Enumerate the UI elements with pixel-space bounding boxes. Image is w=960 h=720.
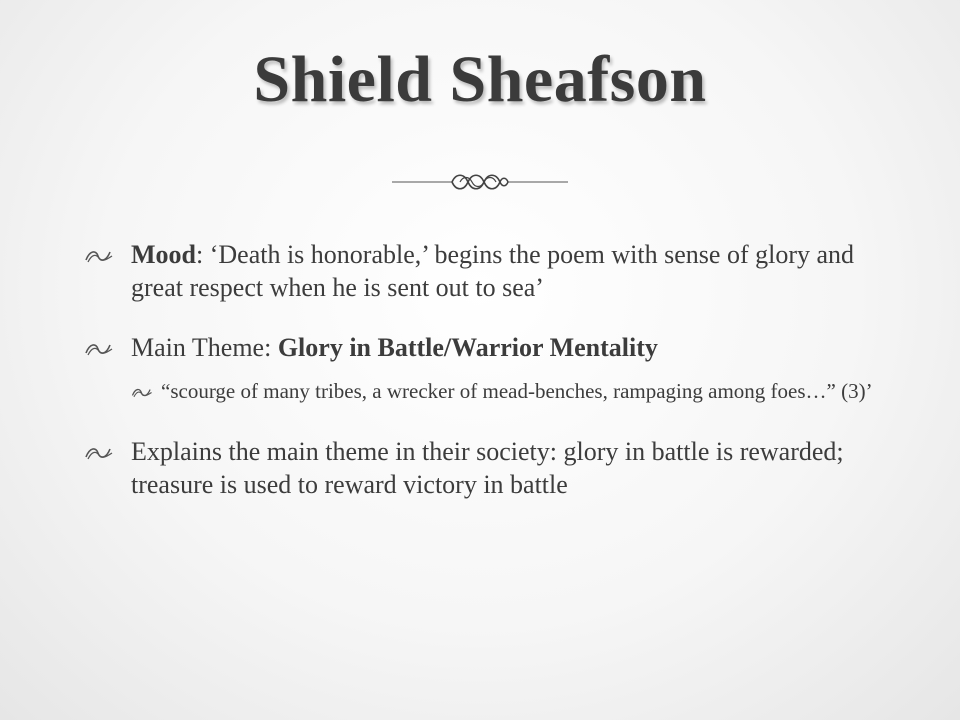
mood-text: : ‘Death is honorable,’ begins the poem with sense of glory and great respect when he is sent out to sea’ — [131, 240, 855, 302]
bullet-list — [84, 238, 884, 528]
explains-text: Explains the main theme in their society: glory in battle is rewarded; treasure is used to reward victory in battle — [131, 437, 844, 499]
scroll-bullet-icon — [84, 445, 114, 461]
bullet-mood — [84, 238, 884, 304]
quote-text: “scourge of many tribes, a wrecker of mead-benches, rampaging among foes…” (3)’ — [161, 379, 873, 403]
mood-label: Mood — [131, 240, 196, 269]
scroll-bullet-icon — [84, 248, 114, 264]
theme-prefix: Main Theme: — [131, 333, 278, 362]
bullet-main-theme — [84, 331, 884, 364]
divider-ornament — [390, 168, 570, 196]
bullet-quote — [131, 378, 884, 405]
slide-title: Shield Sheafson — [253, 43, 707, 116]
scroll-bullet-icon — [84, 341, 114, 357]
theme-bold: Glory in Battle/Warrior Mentality — [277, 333, 658, 362]
scroll-bullet-icon — [131, 386, 153, 399]
bullet-explains — [84, 435, 884, 501]
